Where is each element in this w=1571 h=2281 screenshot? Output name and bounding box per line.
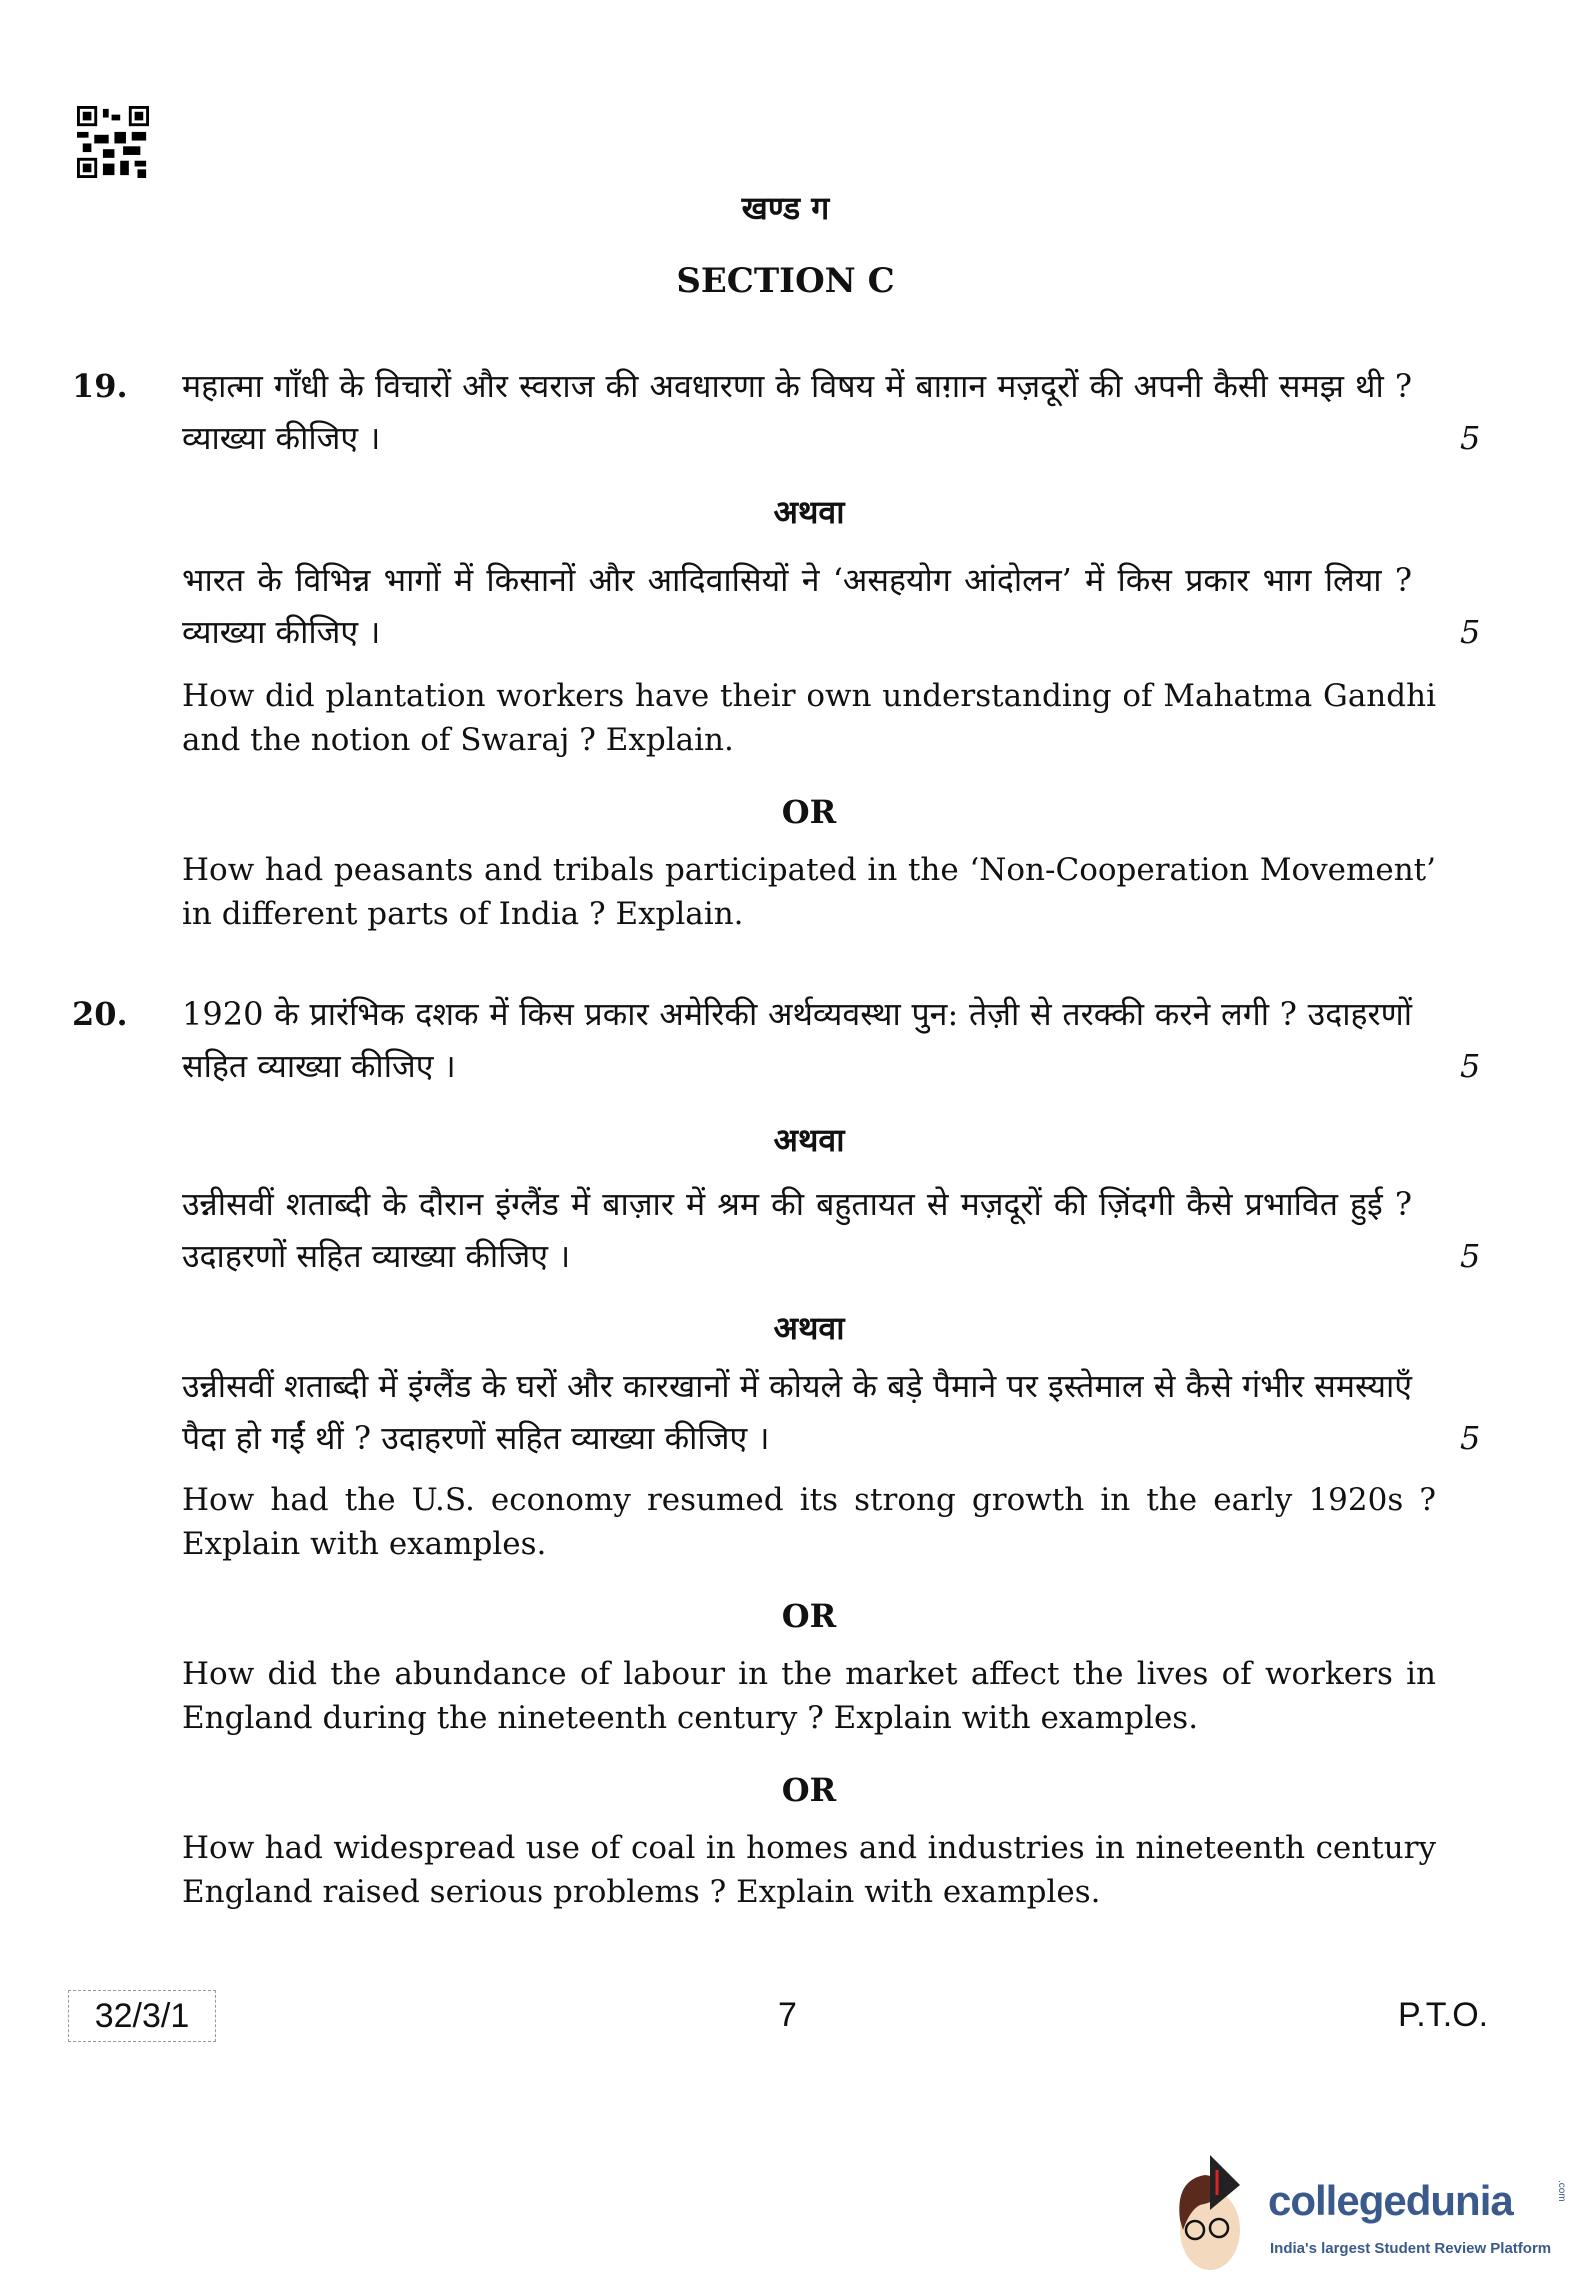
or-label-english: OR	[781, 1771, 837, 1809]
or-label-hindi: अथवा	[773, 1121, 845, 1159]
or-label-english: OR	[781, 793, 837, 831]
question-number: 20.	[72, 995, 128, 1033]
question-body	[182, 360, 1500, 936]
question-19	[72, 360, 1571, 936]
hindi-question-row	[182, 1178, 1500, 1282]
question-alt-english: How had peasants and tribals participated in the ‘Non-Cooperation Movement’ in different parts of India ? Explain.	[182, 852, 1436, 932]
question-text-hindi: महात्मा गाँधी के विचारों और स्वराज की अवधारणा के विषय में बाग़ान मज़दूरों की अपनी कैसी समझ थी ? व्याख्या कीजिए ।	[182, 367, 1412, 457]
question-alt-hindi: भारत के विभिन्न भागों में किसानों और आदिवासियों ने ‘असहयोग आंदोलन’ में किस प्रकार भाग लिया ? व्याख्या कीजिए ।	[182, 561, 1412, 651]
or-label-english: OR	[781, 1597, 837, 1635]
brand-tagline: India's largest Student Review Platform	[1270, 2240, 1552, 2257]
question-body	[182, 988, 1500, 1914]
question-alt-hindi: उन्नीसवीं शताब्दी के दौरान इंग्लैंड में बाज़ार में श्रम की बहुतायत से मज़दूरों की ज़िंदगी कैसे प्रभावित हुई ? उदाहरणों सहित व्याख्या कीजिए ।	[182, 1185, 1412, 1275]
question-number: 19.	[72, 367, 128, 405]
marks: 5	[1460, 613, 1481, 651]
section-title-english: SECTION C	[676, 261, 895, 301]
question-alt-english: How had widespread use of coal in homes and industries in nineteenth century England raised serious problems ? Explain with examples.	[182, 1830, 1436, 1910]
collegedunia-watermark	[1160, 2150, 1571, 2275]
question-20	[72, 988, 1571, 1914]
question-alt-hindi: उन्नीसवीं शताब्दी में इंग्लैंड के घरों और कारखानों में कोयले के बड़े पैमाने पर इस्तेमाल से कैसे गंभीर समस्याएँ पैदा हो गईं थीं ? उदाहरणों सहित व्याख्या कीजिए ।	[182, 1367, 1412, 1457]
marks: 5	[1460, 1237, 1481, 1275]
hindi-question-row	[182, 988, 1500, 1092]
hindi-question-row	[182, 360, 1500, 464]
mascot-icon	[1165, 2150, 1265, 2275]
brand-logo-text: collegedunia	[1268, 2177, 1513, 2224]
page-content	[0, 188, 1571, 2042]
marks: 5	[1460, 1419, 1481, 1457]
hindi-question-row	[182, 1360, 1500, 1464]
paper-code-text: 32/3/1	[94, 1997, 190, 2035]
question-text-hindi: 1920 के प्रारंभिक दशक में किस प्रकार अमेरिकी अर्थव्यवस्था पुन: तेज़ी से तरक्की करने लगी ? उदाहरणों सहित व्याख्या कीजिए ।	[182, 995, 1412, 1085]
pto-label: P.T.O.	[1398, 1996, 1489, 2034]
qr-code	[76, 106, 150, 178]
page-number: 7	[778, 1996, 797, 2034]
question-text-english: How had the U.S. economy resumed its strong growth in the early 1920s ? Explain with examples.	[182, 1482, 1436, 1562]
marks: 5	[1460, 1047, 1481, 1085]
or-label-hindi: अथवा	[773, 1309, 845, 1347]
or-label-hindi: अथवा	[773, 493, 845, 531]
page-footer	[0, 1990, 1571, 2042]
paper-code	[68, 1990, 216, 2042]
hindi-question-row	[182, 554, 1500, 658]
brand-domain: .com	[1556, 2180, 1567, 2202]
marks: 5	[1460, 419, 1481, 457]
question-alt-english: How did the abundance of labour in the market affect the lives of workers in England during the nineteenth century ? Explain with examples.	[182, 1656, 1436, 1736]
section-title-hindi: खण्ड ग	[741, 189, 830, 227]
question-text-english: How did plantation workers have their own understanding of Mahatma Gandhi and the notion of Swaraj ? Explain.	[182, 678, 1436, 758]
